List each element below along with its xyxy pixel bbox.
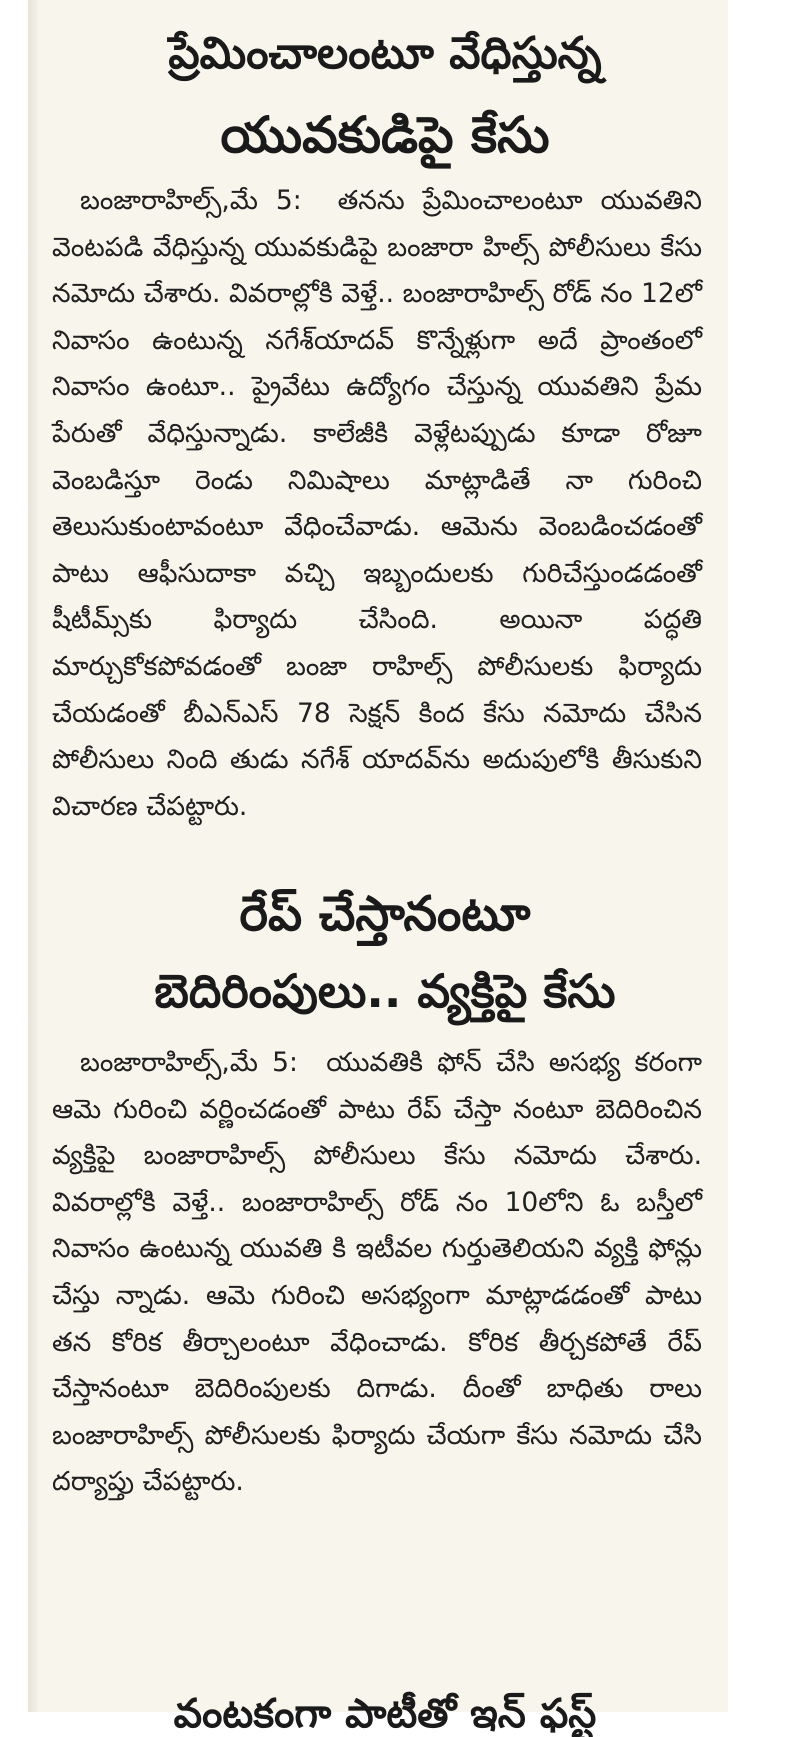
article2-body xyxy=(52,1040,702,1640)
article2-headline-line2: బెదిరింపులు.. వ్యక్తిపై కేసు xyxy=(154,964,616,1018)
article2-dateline: బంజారాహిల్స్,మే 5: xyxy=(80,1047,298,1078)
article1-headline-line1: ప్రేమించాలంటూ వేధిస్తున్న xyxy=(168,28,602,79)
article1-dateline: బంజారాహిల్స్,మే 5: xyxy=(80,185,302,216)
article1-body xyxy=(52,178,702,878)
article2-headline-line1: రేప్ చేస్తానంటూ xyxy=(239,886,531,942)
article1-headline-line2: యువకుడిపై కేసు xyxy=(220,106,550,164)
article2-text: యువతికి ఫోన్ చేసి అసభ్య కరంగా ఆమె గురించి వర్ణించడంతో పాటు రేప్ చేస్తా నంటూ బెదిరించిన వ్యక్తిపై బంజారాహిల్స్ పోలీసులు కేసు నమోదు చేశారు. వివరాల్లోకి వెళ్తే.. బంజారాహిల్స్ రోడ్ నం 10లోని ఓ బస్తీలో నివాసం ఉంటున్న యువతి కి ఇటీవల గుర్తుతెలియని వ్యక్తి ఫోన్లు చేస్తు న్నాడు. ఆమె గురించి అసభ్యంగా మాట్లాడడంతో పాటు తన కోరిక తీర్చాలంటూ వేధించాడు. కోరిక తీర్చకపోతే రేప్ చేస్తానంటూ బెదిరింపులకు దిగాడు. దీంతో బాధితు రాలు బంజారాహిల్స్ పోలీసులకు ఫిర్యాదు చేయగా కేసు నమోదు చేసి దర్యాప్తు చేపట్టారు. xyxy=(52,1047,703,1498)
next-headline-cutoff xyxy=(40,1690,730,1737)
article1-text: తనను ప్రేమించాలంటూ యువతిని వెంటపడి వేధిస్తున్న యువకుడిపై బంజారా హిల్స్ పోలీసులు కేసు నమోదు చేశారు. వివరాల్లోకి వెళ్తే.. బంజారాహిల్స్ రోడ్ నం 12లో నివాసం ఉంటున్న నగేశ్‌యాదవ్ కొన్నేళ్లుగా అదే ప్రాంతంలో నివాసం ఉంటూ.. ప్రైవేటు ఉద్యోగం చేస్తున్న యువతిని ప్రేమ పేరుతో వేధిస్తున్నాడు. కాలేజీకి వెళ్లేటప్పుడు కూడా రోజూ వెంబడిస్తూ రెండు నిమిషాలు మాట్లాడితే నా గురించి తెలుసుకుంటావంటూ వేధించేవాడు. ఆమెను వెంబడించడంతో పాటు ఆఫీసుదాకా వచ్చి ఇబ్బందులకు గురిచేస్తుండడంతో షీటీమ్స్‌కు ఫిర్యాదు చేసింది. అయినా పద్ధతి మార్చుకోకపోవడంతో బంజా రాహిల్స్ పోలీసులకు ఫిర్యాదు చేయడంతో బీఎన్ఎస్ 78 సెక్షన్ కింద కేసు నమోదు చేసిన పోలీసులు నింది తుడు నగేశ్ యాదవ్‌ను అదుపులోకి తీసుకుని విచారణ చేపట్టారు. xyxy=(52,185,702,822)
next-headline-partial: వంటకంగా పాటీతో ఇన్ ఫస్ట్ xyxy=(173,1691,597,1737)
